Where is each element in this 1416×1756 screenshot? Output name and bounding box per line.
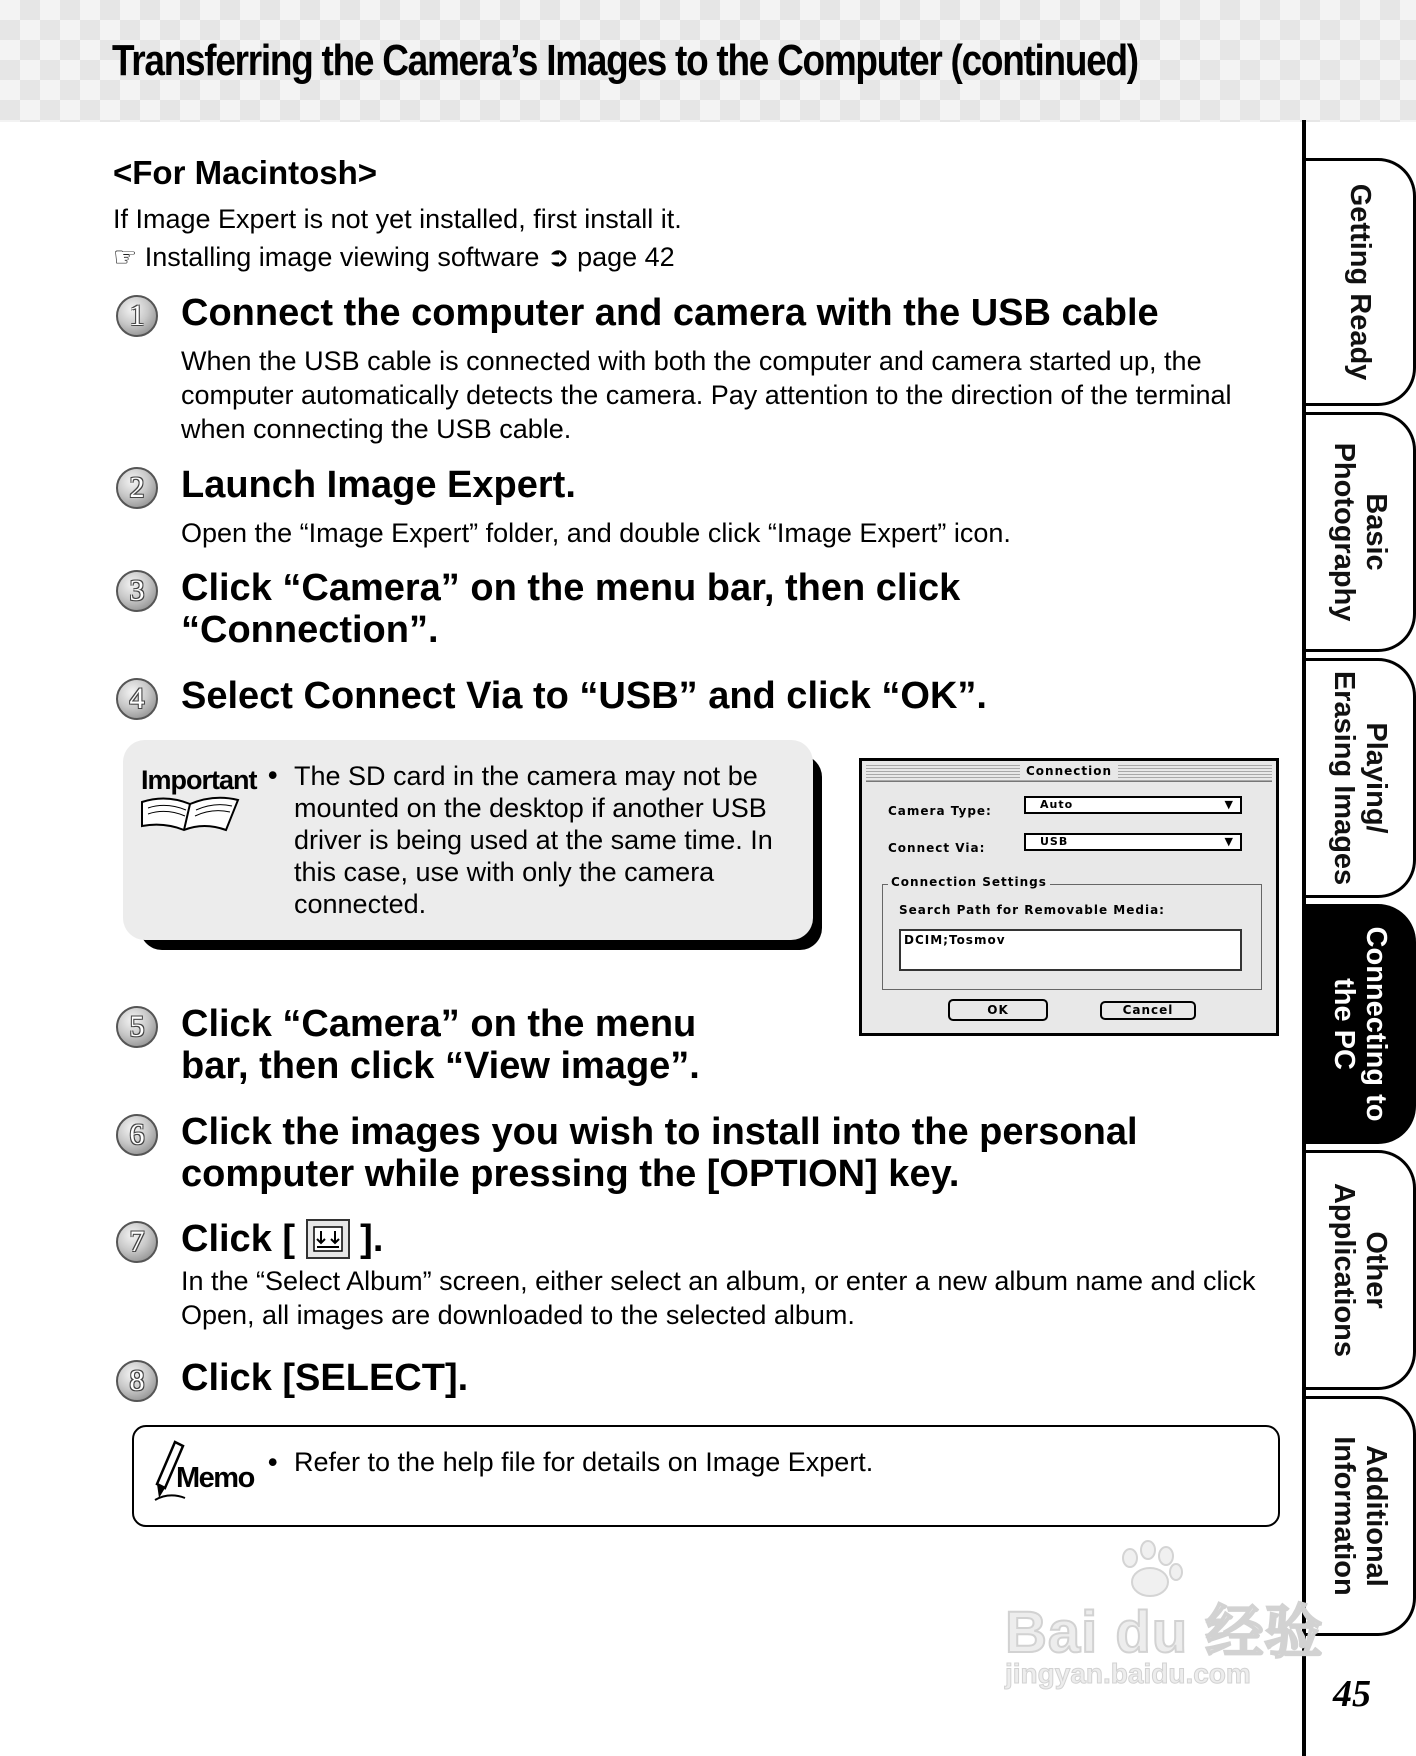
- connection-settings-title: Connection Settings: [888, 875, 1050, 889]
- step-body: When the USB cable is connected with both the computer and camera started up, the computer automatically detects the camera. Pay attention to the direction of the terminal when connecting the USB cable.: [181, 346, 1232, 444]
- memo-label: Memo: [176, 1462, 254, 1494]
- page-number: 45: [1333, 1673, 1371, 1715]
- step-3: [116, 567, 1016, 651]
- step-1: [116, 292, 1276, 446]
- cancel-button[interactable]: Cancel: [1100, 1001, 1196, 1020]
- step-6: [116, 1111, 1276, 1195]
- reference-line: [113, 242, 675, 273]
- step-7: [116, 1218, 1276, 1332]
- dialog-title: Connection: [1020, 764, 1118, 778]
- step-2: [116, 464, 1276, 550]
- step-body: In the “Select Album” screen, either select an album, or enter a new album name and click Open, all images are downloaded to the selected album.: [181, 1266, 1256, 1330]
- open-book-icon: [138, 792, 244, 834]
- search-path-input[interactable]: DCIM;Tosmov: [899, 929, 1242, 971]
- step-number-badge: 7: [116, 1221, 158, 1263]
- tab-label: Connecting to the PC: [1327, 926, 1392, 1122]
- watermark-brand: Bai du 经验: [1005, 1600, 1324, 1665]
- connect-via-select[interactable]: [1024, 833, 1242, 851]
- step-title-suffix: ].: [360, 1218, 384, 1260]
- intro-text: If Image Expert is not yet installed, first install it.: [113, 204, 682, 234]
- dropdown-arrow-icon: ▼: [1224, 835, 1234, 848]
- step-number-badge: 6: [116, 1114, 158, 1156]
- step-title: Click [SELECT].: [181, 1357, 469, 1399]
- tab-other-applications[interactable]: [1306, 1150, 1416, 1390]
- connection-dialog: [859, 758, 1279, 1036]
- tab-label: Additional Information: [1327, 1436, 1392, 1596]
- dialog-titlebar[interactable]: [866, 763, 1272, 782]
- page-title: Transferring the Camera’s Images to the Computer (continued): [112, 36, 1138, 85]
- tab-getting-ready[interactable]: [1306, 158, 1416, 406]
- step-5: [116, 1003, 756, 1087]
- step-title: [181, 1218, 1276, 1260]
- step-title: Click “Camera” on the menu bar, then click “Connection”.: [181, 567, 961, 651]
- tab-connecting-to-the-pc[interactable]: [1306, 904, 1416, 1144]
- tab-playing-erasing-images[interactable]: [1306, 658, 1416, 898]
- step-body: Open the “Image Expert” folder, and double click “Image Expert” icon.: [181, 518, 1011, 548]
- step-number-badge: 1: [116, 295, 158, 337]
- step-title-prefix: Click [: [181, 1218, 296, 1260]
- step-title: Click “Camera” on the menu bar, then click “View image”.: [181, 1003, 700, 1087]
- tab-basic-photography[interactable]: [1306, 412, 1416, 652]
- ok-button[interactable]: OK: [948, 999, 1048, 1021]
- tab-label: Getting Ready: [1343, 183, 1376, 381]
- memo-bullet: •: [268, 1447, 278, 1477]
- step-number-badge: 5: [116, 1006, 158, 1048]
- connect-via-label: Connect Via:: [888, 841, 986, 855]
- step-title: Launch Image Expert.: [181, 464, 576, 506]
- camera-type-select[interactable]: [1024, 796, 1242, 814]
- step-number-badge: 2: [116, 467, 158, 509]
- hand-pointer-icon: ☞: [113, 242, 138, 272]
- memo-text: Refer to the help file for details on Image Expert.: [294, 1447, 874, 1477]
- tab-label: Playing/ Erasing Images: [1327, 670, 1392, 886]
- tab-label: Other Applications: [1327, 1182, 1392, 1358]
- step-number-badge: 4: [116, 678, 158, 720]
- arrow-icon: ➲: [546, 242, 570, 272]
- step-title: Click the images you wish to install into the personal computer while pressing the [OPTION] key.: [181, 1111, 1138, 1195]
- important-bullet: •: [268, 760, 278, 790]
- important-text: The SD card in the camera may not be mounted on the desktop if another USB driver is being used at the same time. In this case, use with only the camera connected.: [294, 761, 773, 919]
- step-number-badge: 3: [116, 570, 158, 612]
- connect-via-value: USB: [1040, 835, 1069, 848]
- camera-type-value: Auto: [1040, 798, 1074, 811]
- camera-type-label: Camera Type:: [888, 804, 992, 818]
- search-path-label: Search Path for Removable Media:: [899, 903, 1165, 917]
- section-heading: <For Macintosh>: [113, 154, 378, 191]
- step-4: [116, 675, 1276, 717]
- step-title: Connect the computer and camera with the USB cable: [181, 292, 1159, 334]
- step-number-badge: 8: [116, 1360, 158, 1402]
- step-title: Select Connect Via to “USB” and click “OK”.: [181, 675, 987, 717]
- dropdown-arrow-icon: ▼: [1224, 798, 1234, 811]
- step-8: [116, 1357, 1276, 1399]
- reference-page: page 42: [577, 242, 675, 272]
- important-label: Important: [141, 765, 257, 795]
- download-toolbar-icon: [306, 1219, 350, 1259]
- tab-label: Basic Photography: [1327, 442, 1392, 622]
- watermark-url: jingyan.baidu.com: [1005, 1658, 1251, 1689]
- reference-text: Installing image viewing software: [144, 242, 540, 272]
